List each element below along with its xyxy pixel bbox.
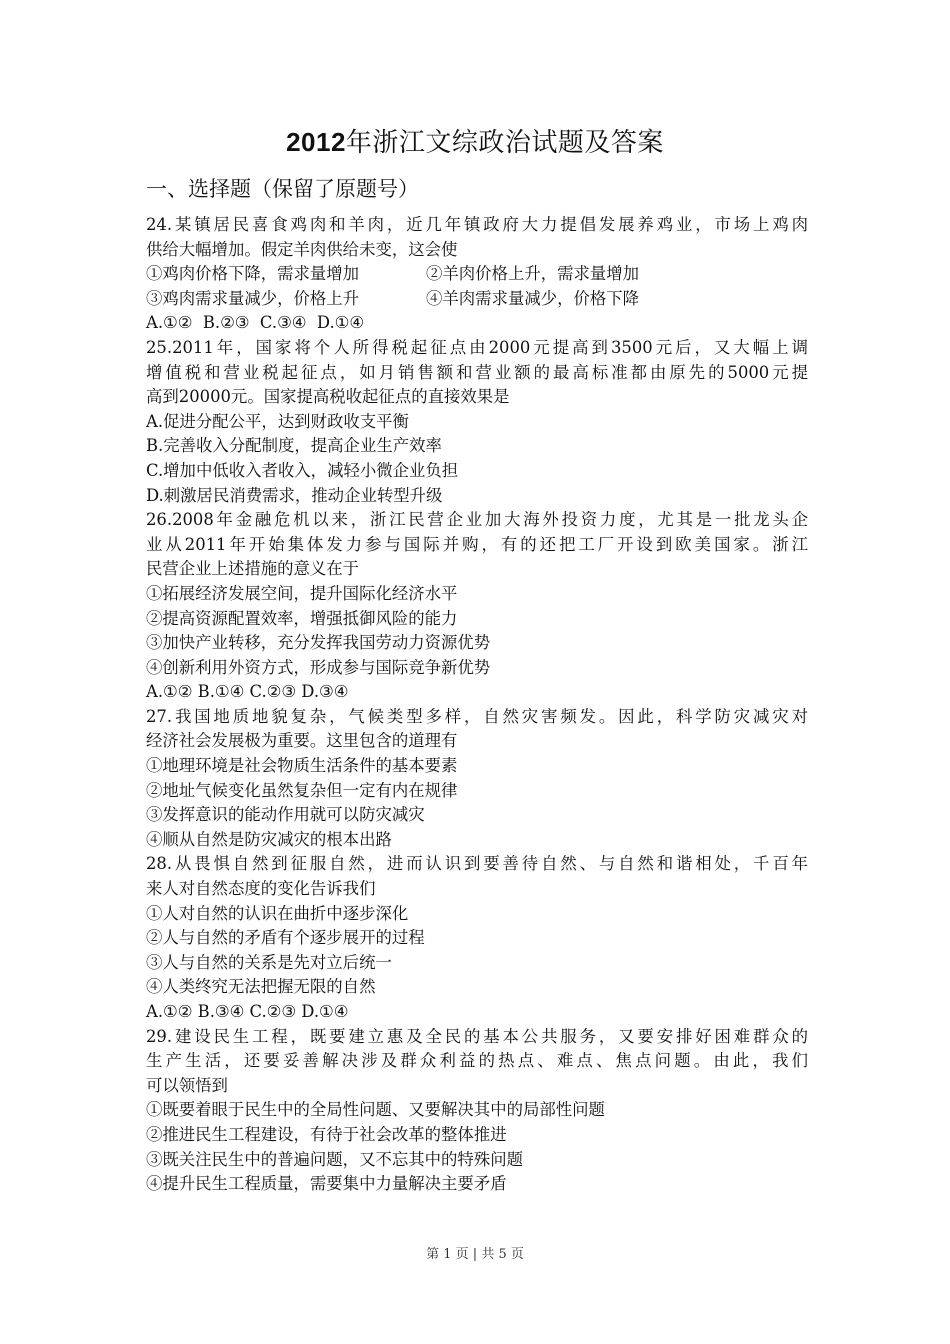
answer-choices: A.①② B.③④ C.②③ D.①④ — [146, 1002, 349, 1021]
question-stem-line: 29.建设民生工程，既要建立惠及全民的基本公共服务，又要安排好困难群众的 — [146, 1026, 808, 1046]
question-25 — [146, 336, 808, 508]
item-row — [146, 287, 808, 312]
section-heading: 一、选择题（保留了原题号） — [146, 177, 419, 201]
question-stem-line: 高到20000元。国家提高税收起征点的直接效果是 — [146, 387, 510, 407]
item: ④顺从自然是防灾减灾的根本出路 — [146, 829, 392, 849]
item: ①鸡肉价格下降，需求量增加 — [146, 264, 360, 284]
question-27 — [146, 705, 808, 853]
option-b: B.完善收入分配制度，提高企业生产效率 — [146, 436, 442, 456]
question-stem-line: 业从2011年开始集体发力参与国际并购，有的还把工厂开设到欧美国家。浙江 — [146, 534, 808, 554]
item: ①拓展经济发展空间，提升国际化经济水平 — [146, 583, 458, 603]
item: ②推进民生工程建设，有待于社会改革的整体推进 — [146, 1124, 507, 1144]
question-stem-line: 27.我国地质地貌复杂，气候类型多样，自然灾害频发。因此，科学防灾减灾对 — [146, 706, 808, 726]
question-stem-line: 生产生活，还要妥善解决涉及群众利益的热点、难点、焦点问题。由此，我们 — [146, 1051, 808, 1071]
question-stem-line: 26.2008年金融危机以来，浙江民营企业加大海外投资力度，尤其是一批龙头企 — [146, 510, 808, 530]
question-stem-line: 28.从畏惧自然到征服自然，进而认识到要善待自然、与自然和谐相处，千百年 — [146, 854, 808, 874]
item: ①既要着眼于民生中的全局性问题、又要解决其中的局部性问题 — [146, 1100, 605, 1120]
title-text: 年浙江文综政治试题及答案 — [345, 128, 664, 158]
question-stem-line: 25.2011年，国家将个人所得税起征点由2000元提高到3500元后，又大幅上调 — [146, 337, 808, 357]
item: ①地理环境是社会物质生活条件的基本要素 — [146, 756, 458, 776]
page-footer: 第 1 页 | 共 5 页 — [426, 1247, 524, 1262]
item-row — [146, 262, 808, 287]
question-stem-line: 经济社会发展极为重要。这里包含的道理有 — [146, 731, 458, 751]
answer-choices: A.①② B.②③ C.③④ D.①④ — [146, 313, 365, 333]
document-title — [0, 124, 950, 161]
question-24 — [146, 213, 808, 336]
question-stem-line: 24.某镇居民喜食鸡肉和羊肉，近几年镇政府大力提倡发展养鸡业，市场上鸡肉 — [146, 215, 808, 234]
option-d: D.刺激居民消费需求，推动企业转型升级 — [146, 485, 443, 505]
title-year: 2012 — [286, 127, 346, 157]
item: ④羊肉需求量减少，价格下降 — [426, 288, 640, 308]
question-26 — [146, 508, 808, 705]
question-28 — [146, 852, 808, 1024]
item: ②人与自然的矛盾有个逐步展开的过程 — [146, 928, 425, 948]
item: ②提高资源配置效率，增强抵御风险的能力 — [146, 608, 458, 628]
question-29 — [146, 1025, 808, 1197]
question-list — [146, 213, 808, 1197]
item: ④提升民生工程质量，需要集中力量解决主要矛盾 — [146, 1174, 507, 1194]
item: ③人与自然的关系是先对立后统一 — [146, 952, 392, 972]
item: ②羊肉价格上升，需求量增加 — [426, 264, 640, 284]
item: ③发挥意识的能动作用就可以防灾减灾 — [146, 805, 425, 825]
item: ④创新利用外资方式，形成参与国际竞争新优势 — [146, 657, 491, 677]
item: ①人对自然的认识在曲折中逐步深化 — [146, 903, 409, 923]
item: ④人类终究无法把握无限的自然 — [146, 977, 376, 997]
question-stem-line: 民营企业上述措施的意义在于 — [146, 559, 360, 579]
option-c: C.增加中低收入者收入，减轻小微企业负担 — [146, 460, 459, 480]
question-stem-line: 增值税和营业税起征点，如月销售额和营业额的最高标准都由原先的5000元提 — [146, 362, 808, 382]
question-stem-line: 来人对自然态度的变化告诉我们 — [146, 879, 376, 899]
item: ③既关注民生中的普遍问题，又不忘其中的特殊问题 — [146, 1149, 523, 1169]
answer-choices: A.①② B.①④ C.②③ D.③④ — [146, 682, 349, 702]
item: ③加快产业转移，充分发挥我国劳动力资源优势 — [146, 633, 491, 653]
question-stem-line: 供给大幅增加。假定羊肉供给未变，这会使 — [146, 239, 458, 259]
question-stem-line: 可以领悟到 — [146, 1075, 228, 1095]
item: ③鸡肉需求量减少，价格上升 — [146, 288, 360, 308]
item: ②地址气候变化虽然复杂但一定有内在规律 — [146, 780, 458, 800]
option-a: A.促进分配公平，达到财政收支平衡 — [146, 411, 409, 431]
